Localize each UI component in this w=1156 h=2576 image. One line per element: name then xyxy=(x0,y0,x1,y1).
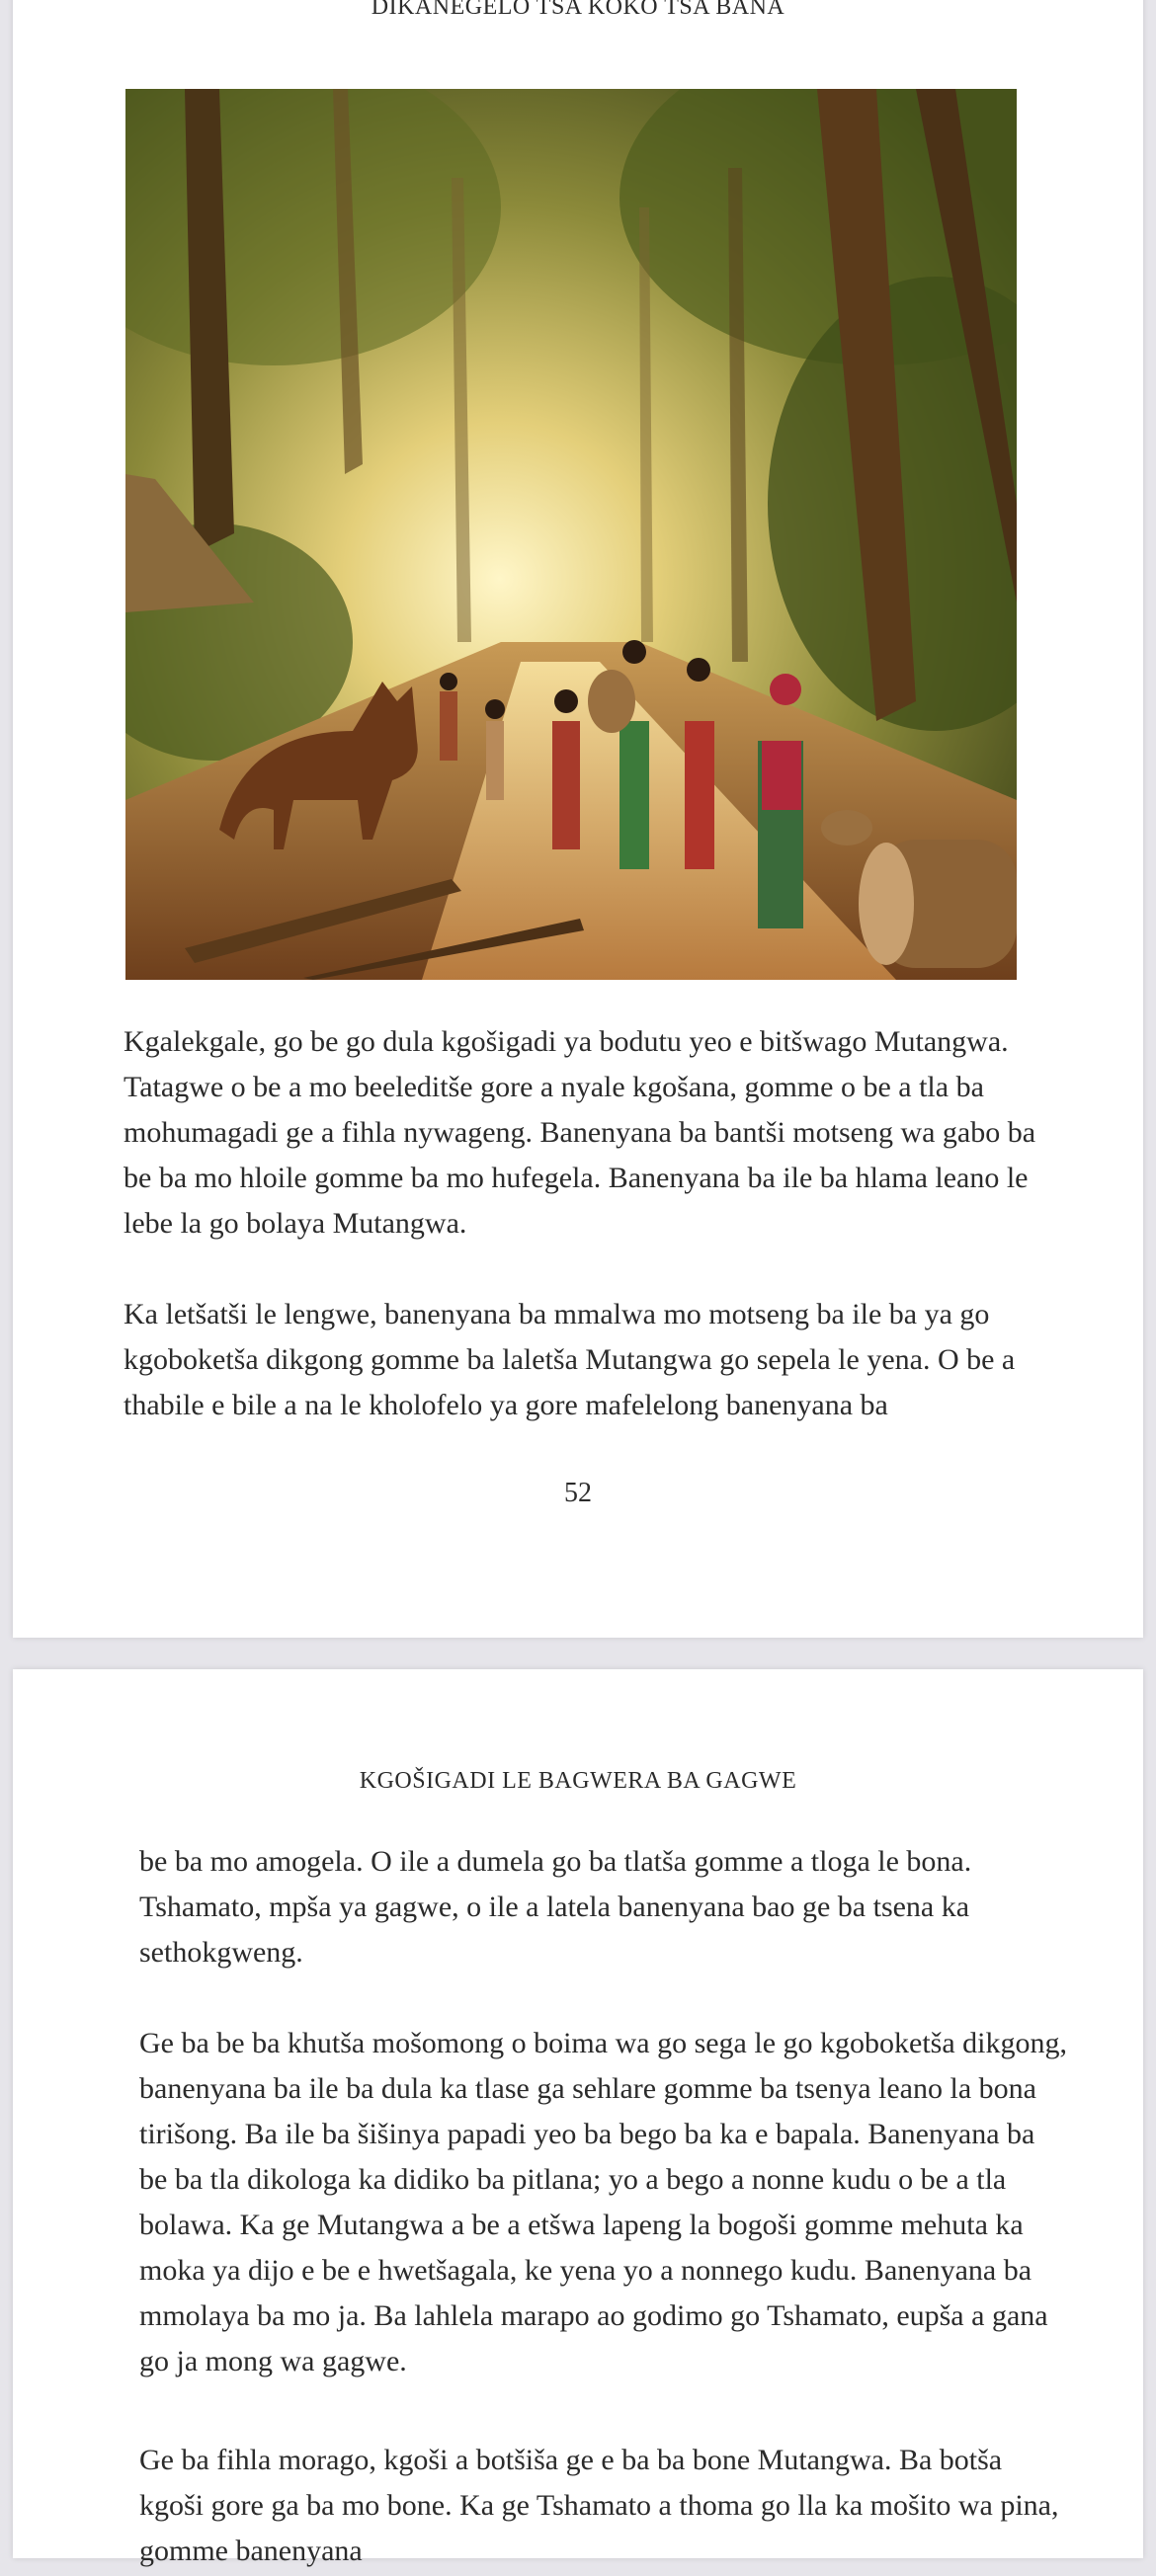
story-paragraph: be ba mo amogela. O ile a dumela go ba tlatša gomme a tloga le bona. Tshamato, mpša ya gagwe, o ile a latela banenyana bao ge ba tsena ka sethokgweng. xyxy=(139,1845,972,1969)
story-paragraph: Kgalekgale, go be go dula kgošigadi ya bodutu yeo e bitšwago Mutangwa. Tatagwe o be a mo beeleditše gore a nyale kgošana, gomme o be a tla ba mohumagadi ge a fihla nywageng. Banenyana ba bantši motseng wa gabo ba be ba mo hloile gomme ba mo hufegela. Banenyana ba ile ba hlama leano le lebe la go bolaya Mutangwa. xyxy=(124,1025,1036,1240)
book-page-right xyxy=(13,1669,1143,2567)
book-page-left xyxy=(13,0,1143,1638)
story-paragraph: Ka letšatši le lengwe, banenyana ba mmalwa mo motseng ba ile ba ya go kgoboketša dikgong gomme ba laletša Mutangwa go sepela le yena. O be a thabile e bile a na le kholofelo ya gore mafelelong banenyana ba xyxy=(124,1298,1016,1421)
running-head: DIKANEGELO TSA KOKO TSA BANA xyxy=(371,0,785,20)
story-paragraph: Ge ba fihla morago, kgoši a botšiša ge e ba ba bone Mutangwa. Ba botša kgoši gore ga ba mo bone. Ka ge Tshamato a thoma go lla ka mošito wa pina, gomme banenyana xyxy=(139,2444,1059,2567)
story-paragraph: Ge ba be ba khutša mošomong o boima wa go sega le go kgoboketša dikgong, banenyana ba ile ba dula ka tlase ga sehlare gomme ba tsenya leano la bona tirišong. Ba ile ba šišinya papadi yeo ba bego ba ka e bapala. Banenyana ba be ba tla dikologa ka didiko ba pitlana; yo a bego a nonne kudu o be a tla bolawa. Ka ge Mutangwa a be a etšwa lapeng la bogoši gomme mehuta ka moka ya dijo e be e hwetšagala, ke yena yo a nonnego kudu. Banenyana ba mmolaya ba mo ja. Ba lahlela marapo ao godimo go Tshamato, eupša a gana go ja mong wa gagwe. xyxy=(139,2027,1067,2377)
running-head: KGOŠIGADI LE BAGWERA BA GAGWE xyxy=(359,1768,797,1794)
forest-path-illustration xyxy=(125,89,1017,980)
page-number: 52 xyxy=(564,1478,592,1508)
